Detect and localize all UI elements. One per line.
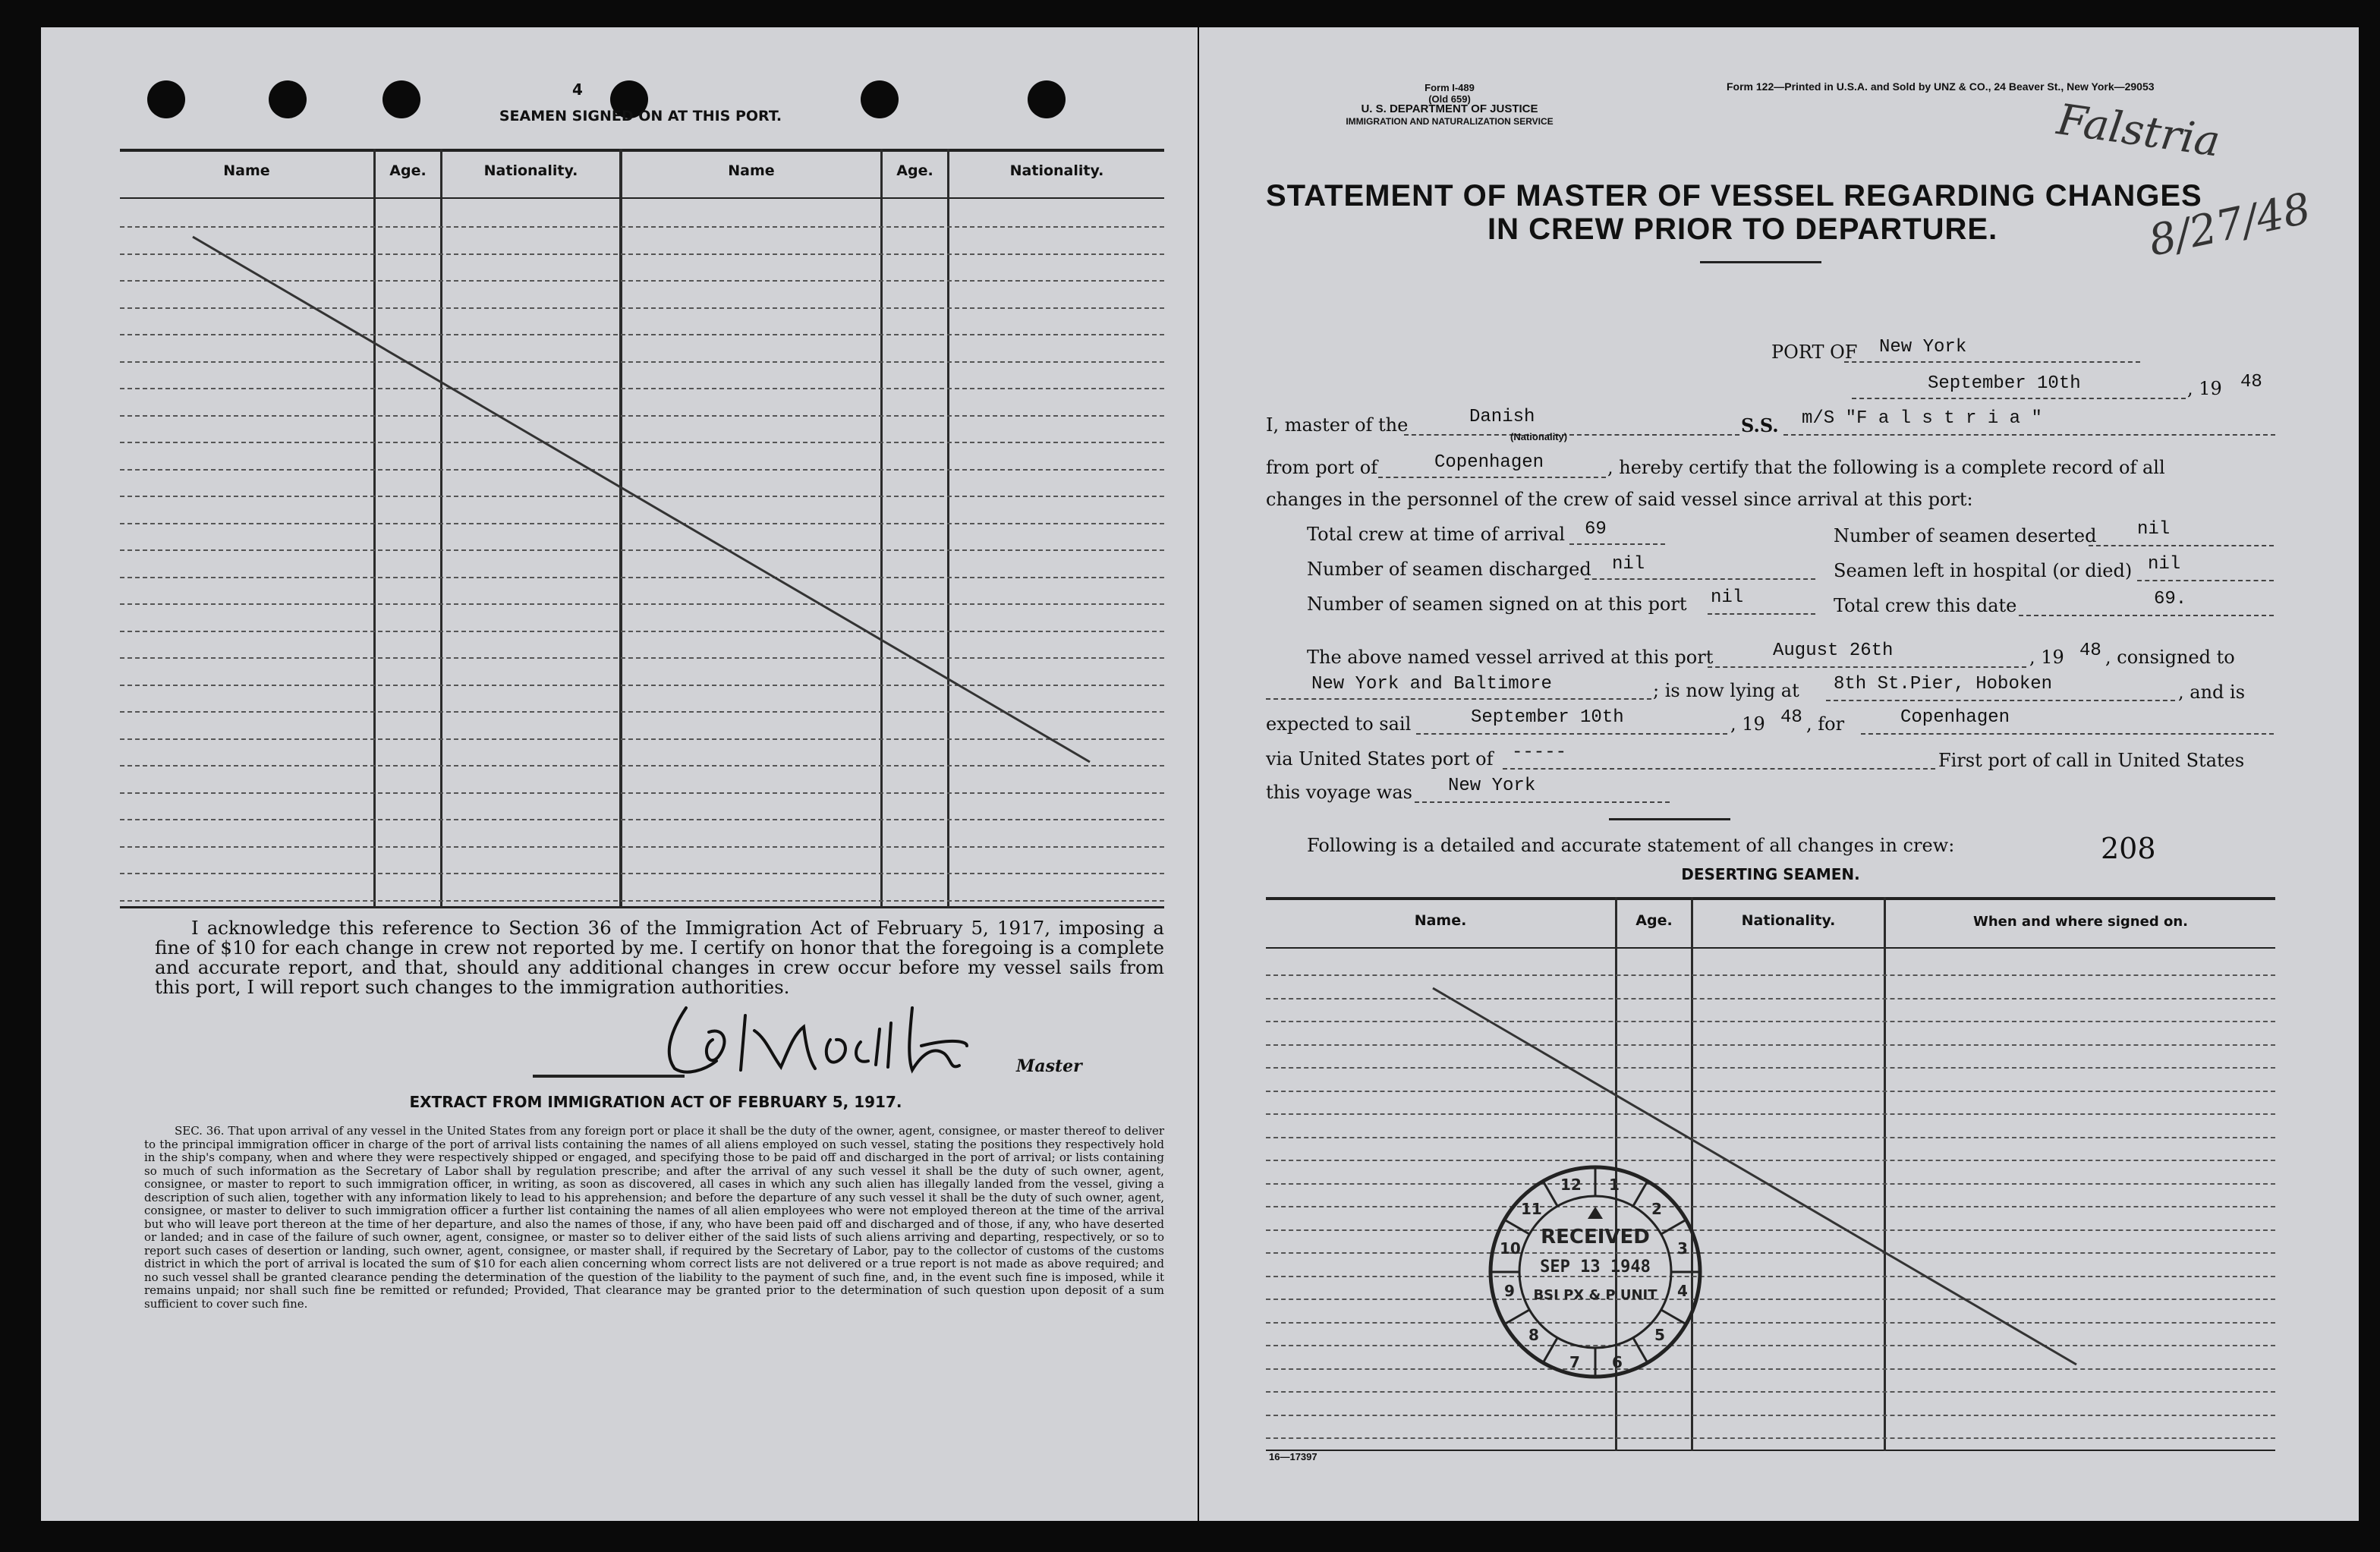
svg-text:4: 4 [1677,1282,1688,1300]
nationality-value: Danish [1469,407,1535,427]
lying-label: ; is now lying at [1653,680,1799,701]
column-header: Nationality. [1009,162,1104,179]
form-title-line1: STATEMENT OF MASTER OF VESSEL REGARDING CHANGES [1266,179,2202,212]
via-label: via United States port of [1266,748,1494,770]
cancel-line [1199,27,2359,1521]
master-caption: Master [1016,1056,1082,1076]
svg-text:10: 10 [1500,1239,1521,1258]
year-value: 48 [2240,372,2262,392]
column-header: Name. [1414,912,1467,929]
hospital-label: Seamen left in hospital (or died) [1834,560,2133,581]
certify-text-2: changes in the personnel of the crew of said vessel since arrival at this port: [1266,489,1973,510]
arrived-year-prefix: , 19 [2029,647,2064,668]
column-header: When and where signed on. [1972,914,2189,930]
column-header: Age. [389,162,427,179]
nationality-caption: (Nationality) [1510,431,1568,442]
divider [533,1075,685,1078]
svg-text:7: 7 [1569,1353,1580,1371]
department-header: U. S. DEPARTMENT OF JUSTICE IMMIGRATION AND NATURALIZATION SERVICE [1346,102,1554,127]
handwritten-vessel: Falstria [2054,95,2224,167]
this-voyage-label: this voyage was [1266,782,1412,803]
expected-year-value: 48 [1780,707,1802,728]
deserted-value: nil [2137,519,2171,540]
hospital-value: nil [2148,554,2181,575]
received-stamp [1481,1158,1709,1386]
svg-text:2: 2 [1651,1200,1662,1218]
svg-text:1: 1 [1609,1176,1620,1194]
svg-text:8: 8 [1528,1326,1539,1344]
via-value: ----- [1512,742,1567,763]
total-crew-date-value: 69. [2154,589,2187,609]
page-number: 4 [572,80,583,99]
form-footer-number: 16—17397 [1269,1451,1318,1462]
vessel-value: m/S "F a l s t r i a " [1802,408,2042,429]
handwritten-date: 8/27/48 [2144,184,2315,266]
consigned-label: , consigned to [2105,647,2235,668]
column-header: Nationality. [483,162,578,179]
lying-at-value: 8th St.Pier, Hoboken [1834,674,2053,694]
column-header: Age. [896,162,933,179]
acknowledgement-text: I acknowledge this reference to Section 36 of the Immigration Act of February 5, 1917, imposing a fine of $10 for each change in crew not reported by me. I certify on honor that the foregoing is a complete and accurate report, and that, should any additional changes in crew occur before my vessel sails from this port, I will report such changes to the immigration authorities. [155,917,1164,998]
signed-on-label: Number of seamen signed on at this port [1307,593,1687,615]
certify-text: , hereby certify that the following is a complete record of all [1607,457,2165,478]
first-port-value: New York [1448,776,1536,796]
discharged-label: Number of seamen discharged [1307,559,1591,580]
ss-label: S.S. [1741,414,1779,436]
right-page [1199,27,2359,1521]
column-header: Nationality. [1741,912,1836,929]
form-number-header: Form I-489 (Old 659) [1425,82,1475,105]
svg-text:6: 6 [1612,1353,1623,1371]
expected-year-prefix: , 19 [1730,713,1765,735]
master-of-label: I, master of the [1266,414,1409,436]
total-crew-arrival-value: 69 [1585,519,1607,540]
left-page [41,27,1198,1521]
consignee-value: New York and Baltimore [1311,674,1552,694]
date-value: September 10th [1928,373,2081,394]
arrived-year-value: 48 [2079,641,2101,661]
port-of-value: New York [1879,337,1967,357]
year-prefix: , 19 [2187,378,2222,399]
total-crew-date-label: Total crew this date [1834,595,2017,616]
deserted-label: Number of seamen deserted [1834,525,2097,546]
svg-text:5: 5 [1654,1326,1665,1344]
arrived-value: August 26th [1773,641,1894,661]
total-crew-arrival-label: Total crew at time of arrival [1307,524,1566,545]
svg-text:RECEIVED: RECEIVED [1541,1226,1650,1248]
port-of-label: PORT OF [1771,342,1858,363]
column-header: Name [728,162,775,179]
printer-line: Form 122—Printed in U.S.A. and Sold by UNZ & CO., 24 Beaver St., New York—29053 [1727,80,2155,93]
svg-text:9: 9 [1504,1282,1515,1300]
following-label: Following is a detailed and accurate statement of all changes in crew: [1307,835,1955,856]
page-stamp-number: 208 [2101,832,2156,865]
svg-text:BSI PX & P UNIT: BSI PX & P UNIT [1533,1287,1658,1303]
destination-value: Copenhagen [1900,707,2010,728]
svg-text:12: 12 [1560,1176,1582,1194]
signed-on-value: nil [1711,587,1744,608]
column-header: Age. [1635,912,1673,929]
from-port-value: Copenhagen [1434,452,1544,473]
expected-label: expected to sail [1266,713,1412,735]
arrived-label: The above named vessel arrived at this port [1307,647,1714,668]
discharged-value: nil [1612,554,1645,575]
from-port-label: from port of [1266,457,1378,478]
for-label: , for [1806,713,1845,735]
extract-text: SEC. 36. That upon arrival of any vessel in the United States from any foreign port or place it shall be the duty of the owner, agent, consignee, or master thereof to deliver to the principal immigration officer in charge of the port of arrival lists containing the names of all aliens employed on such vessel, stating the positions they respectively hold in the ship's company, when and where they were respectively shipped or engaged, and specifying those to be paid off and discharged in the port of arrival; or lists containing so much of such information as the Secretary of Labor shall by regulation prescribe; and after the arrival of any such vessel it shall be the duty of such owner, agent, consignee, or master to report to such immigration officer, in writing, as soon as discovered, all cases in which any such alien has illegally landed from the vessel, giving a description of such alien, together with any information likely to lead to his apprehension; and before the departure of any such vessel it shall be the duty of such owner, agent, consignee, or master to deliver to such immigration officer a further list containing the names of all alien employees who were not employed thereon at the time of the arrival but who will leave port thereon at the time of her departure, and also the names of those, if any, who have been paid off and discharged and of those, if any, who have deserted or landed; and in case of the failure of such owner, agent, consignee, or master so to deliver either of the said lists of such aliens arriving and departing, respectively, or so to report such cases of desertion or landing, such owner, agent, consignee, or master shall, if required by the Secretary of Labor, pay to the collector of customs of the customs district in which the port of arrival is located the sum of $10 for each alien concerning whom correct lists are not delivered or a true report is not made as above required; and no such vessel shall be granted clearance pending the determination of the question of the liability to the payment of such fine, and, in the event such fine is imposed, while it remains unpaid; nor shall such fine be remitted or refunded; Provided, That clearance may be granted prior to the determination of such question upon deposit of a sum sufficient to cover such fine. [144,1124,1164,1311]
deserting-title: DESERTING SEAMEN. [1681,865,1860,883]
extract-title: EXTRACT FROM IMMIGRATION ACT OF FEBRUARY 5, 1917. [409,1093,902,1111]
svg-text:SEP 13 1948: SEP 13 1948 [1540,1258,1651,1277]
svg-text:11: 11 [1521,1200,1542,1218]
section-title: SEAMEN SIGNED ON AT THIS PORT. [499,108,782,124]
expected-value: September 10th [1471,707,1624,728]
and-is-label: , and is [2178,682,2246,703]
first-port-label: First port of call in United States [1938,750,2245,771]
svg-text:3: 3 [1677,1239,1688,1258]
column-header: Name [223,162,270,179]
form-title-line2: IN CREW PRIOR TO DEPARTURE. [1488,212,1998,246]
